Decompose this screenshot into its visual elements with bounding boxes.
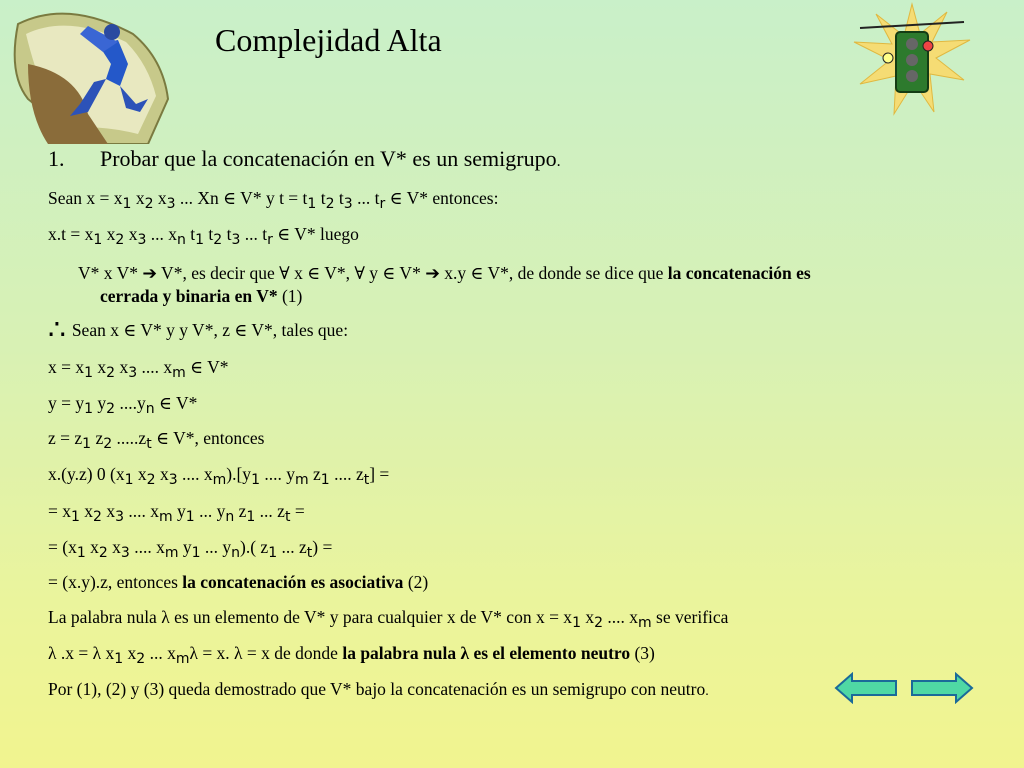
text-run: .... x [129,537,165,557]
neutral-element-bold: la palabra nula λ es el elemento neutro [342,643,631,663]
text-run: ∈ V* entonces: [385,188,499,208]
subscript: 2 [325,196,335,212]
exercise-heading [48,146,561,172]
text-run: .... y [259,464,295,484]
subscript: 1 [251,472,260,488]
subscript: 2 [146,472,156,488]
text-run: ... t [352,188,380,208]
text-run: x [153,188,167,208]
subscript: 2 [136,651,146,667]
closure-ref: (1) [277,286,303,306]
subscript: 2 [93,509,102,525]
line-2 [48,224,359,250]
line-1 [48,188,498,214]
subscript: 1 [84,401,94,417]
text-run: .... z [329,464,364,484]
exercise-number: 1. [48,146,65,171]
text-run: se verifica [651,607,729,627]
text-run: .....z [112,428,147,448]
text-run: x [131,188,145,208]
subscript: 3 [168,472,178,488]
subscript: 1 [185,509,195,525]
text-run: = x [48,501,71,521]
subscript: 1 [191,545,201,561]
subscript: 2 [106,365,116,381]
line-4 [48,315,349,346]
subscript: 2 [144,196,154,212]
subscript: t [363,472,370,488]
subscript: 1 [93,232,103,248]
text-run: ....y [115,393,146,413]
subscript: 3 [120,545,130,561]
text-run: .... x [137,357,173,377]
line-6 [48,393,197,419]
text-run: ∈ V* [154,393,198,413]
subscript: 1 [76,545,86,561]
subscript: 2 [213,232,223,248]
subscript: m [175,651,190,667]
text-run: z [234,501,247,521]
back-arrow-button[interactable] [834,672,898,704]
line-11-text: = (x.y).z, entonces [48,572,183,592]
text-run: z [91,428,104,448]
therefore-symbol: ∴ [48,315,66,346]
subscript: t [146,436,152,452]
text-run: y [93,393,107,413]
text-run: y [172,501,186,521]
closure-bold-b: cerrada y binaria en V* [100,286,278,306]
text-run: .... x [177,464,213,484]
text-run: = [290,501,305,521]
text-run: Sean x = x [48,188,123,208]
subscript: t [284,509,291,525]
closure-text: V* x V* ➔ V*, es decir que ∀ x ∈ V*, ∀ y ∈ V* ➔ x.y ∈ V*, de donde se dice que [78,263,668,283]
text-run: t [185,224,196,244]
text-run: ... y [200,537,232,557]
text-run: x [85,537,99,557]
subscript: n [145,401,155,417]
line-13-ref: (3) [630,643,655,663]
text-run: ... z [255,501,285,521]
text-run: La palabra nula λ es un elemento de V* y para cualquier x de V* con x = x [48,607,573,627]
heading-period: . [556,153,561,170]
text-run: λ .x = λ x [48,643,115,663]
text-run: x [102,224,116,244]
text-run: x = x [48,357,85,377]
subscript: m [294,472,309,488]
text-run: ∈ V*, entonces [151,428,265,448]
subscript: 2 [103,436,113,452]
text-run: = (x [48,537,77,557]
line-12 [48,607,728,633]
subscript: 3 [115,509,125,525]
subscript: m [159,509,173,525]
text-run: x [124,224,138,244]
text-run: y [178,537,192,557]
text-run: t [222,224,232,244]
line-5 [48,357,229,383]
text-run: x [155,464,169,484]
line-9 [48,501,305,527]
subscript: n [225,509,235,525]
subscript: m [212,472,227,488]
text-run: ∈ V* luego [272,224,359,244]
subscript: 2 [98,545,108,561]
text-run: x [115,357,129,377]
text-run: t [334,188,344,208]
conclusion-period: . [705,684,709,699]
line-7 [48,428,264,454]
line-4-text: Sean x ∈ V* y y V*, z ∈ V*, tales que: [71,320,349,340]
subscript: 3 [166,196,176,212]
subscript: 1 [572,615,581,631]
text-run: x.(y.z) 0 (x [48,464,125,484]
text-run: x [101,501,116,521]
subscript: r [267,232,273,248]
line-10 [48,537,332,563]
closure-paragraph [78,262,978,308]
subscript: m [164,545,179,561]
text-run: x [79,501,94,521]
text-run: ... t [240,224,268,244]
text-run: λ = x. λ = x de donde [189,643,343,663]
line-11-ref: (2) [403,572,429,592]
text-run: ... x [146,224,177,244]
text-run: x [107,537,121,557]
subscript: t [306,545,313,561]
text-run: ... y [194,501,226,521]
text-run: x [133,464,147,484]
subscript: m [172,365,186,381]
text-run: x [580,607,595,627]
text-run: ... z [277,537,307,557]
subscript: 1 [71,509,80,525]
subscript: 3 [137,232,147,248]
line-14 [48,679,709,702]
subscript: 1 [307,196,317,212]
text-run: ).( z [240,537,269,557]
subscript: 1 [122,196,132,212]
subscript: 2 [106,401,116,417]
text-run: ... x [145,643,176,663]
text-run: ] = [369,464,390,484]
text-run: .... x [124,501,160,521]
subscript: 1 [84,365,94,381]
line-11 [48,572,428,592]
subscript: 1 [82,436,92,452]
conclusion-text: Por (1), (2) y (3) queda demostrado que V* bajo la concatenación es un semigrupo con neutro [48,679,706,699]
text-run: x.t = x [48,224,94,244]
line-13-pre [48,643,343,667]
subscript: 2 [594,615,604,631]
text-run: x [93,357,107,377]
subscript: 1 [114,651,124,667]
subscript: 1 [268,545,278,561]
text-run: z [308,464,321,484]
subscript: 1 [246,509,256,525]
text-run: x [123,643,137,663]
text-run: y = y [48,393,85,413]
running-person-cliff-icon [8,4,173,144]
text-run: ∈ V* [185,357,229,377]
subscript: n [177,232,186,248]
text-run: ).[y [226,464,252,484]
closure-bold-a: la concatenación es [667,263,811,283]
text-run: .... x [603,607,639,627]
text-run: z = z [48,428,83,448]
subscript: m [638,615,652,631]
exercise-statement: Probar que la concatenación en V* es un semigrupo [100,146,557,171]
line-13 [48,643,655,669]
subscript: 2 [115,232,125,248]
subscript: 1 [320,472,330,488]
line-8 [48,464,389,490]
subscript: 1 [195,232,205,248]
slide-title: Complejidad Alta [215,22,442,58]
text-run: t [316,188,326,208]
forward-arrow-icon [912,674,972,702]
traffic-light-icon [852,2,972,118]
subscript: 3 [343,196,353,212]
back-arrow-icon [836,674,896,702]
forward-arrow-button[interactable] [910,672,974,704]
text-run: ... Xn ∈ V* y t = t [175,188,308,208]
text-run: ) = [312,537,333,557]
subscript: r [379,196,386,212]
associativity-bold: la concatenación es asociativa [182,572,404,592]
subscript: 1 [124,472,134,488]
text-run: t [204,224,214,244]
subscript: 3 [128,365,138,381]
subscript: 3 [231,232,241,248]
subscript: n [231,545,241,561]
